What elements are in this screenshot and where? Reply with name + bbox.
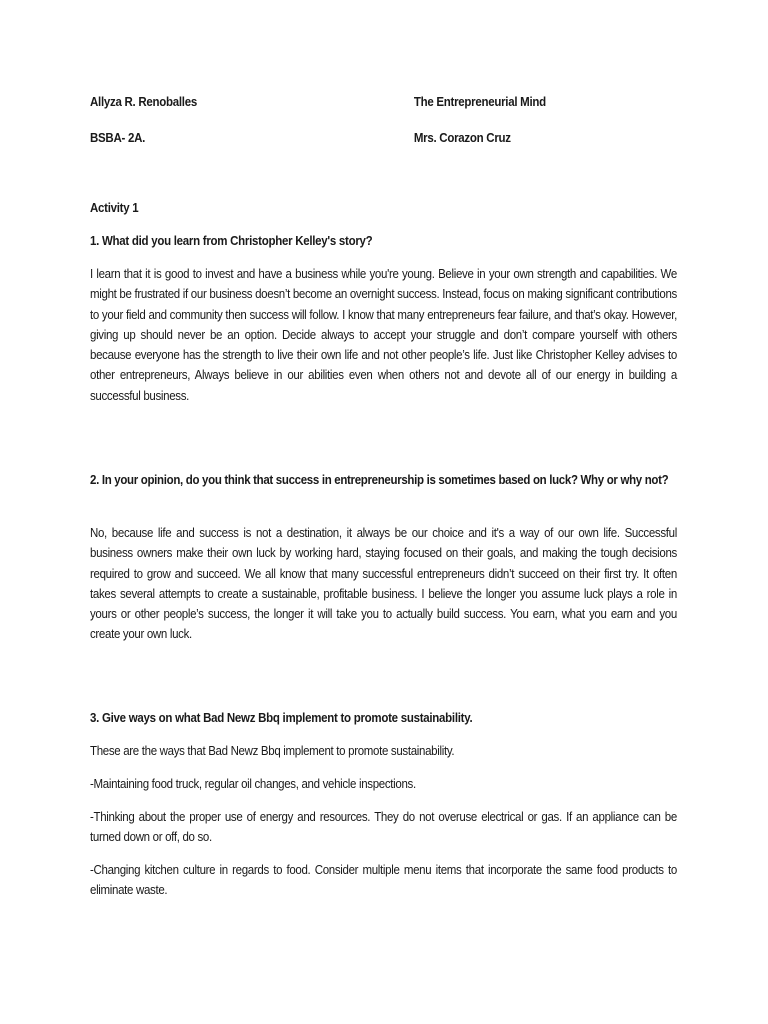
answer-3-intro-block bbox=[90, 741, 677, 761]
answer-3-item-2: -Thinking about the proper use of energy and resources. They do not overuse electrical or gas. If an appliance can be turned down or off, do so. bbox=[90, 810, 677, 845]
answer-2-paragraph: No, because life and success is not a destination, it always be our choice and it's a way of our own life. Successful business owners make their own luck by working hard, staying focused on their goals, and making the tough decisions required to grow and succeed. We all know that many successful entrepreneurs didn’t succeed on their first try. It often takes several attempts to create a sustainable, profitable business. I believe the longer you assume luck plays a role in yours or other people’s success, the longer it will take you to actually build success. You earn, what you earn and you create your own luck. bbox=[90, 526, 677, 642]
question-3-heading: 3. Give ways on what Bad Newz Bbq implement to promote sustainability. bbox=[90, 711, 473, 725]
answer-3-item-2-block bbox=[90, 807, 677, 848]
answer-3-item-1-block bbox=[90, 774, 677, 794]
question-1-heading: 1. What did you learn from Christopher Kelley's story? bbox=[90, 234, 373, 248]
answer-2-block bbox=[90, 523, 677, 645]
instructor-name: Mrs. Corazon Cruz bbox=[413, 131, 511, 145]
answer-3-item-3: -Changing kitchen culture in regards to food. Consider multiple menu items that incorporate the same food products to eliminate waste. bbox=[90, 863, 677, 898]
section-label: BSBA- 2A. bbox=[90, 131, 146, 145]
question-1-block bbox=[90, 231, 677, 251]
activity-title: Activity 1 bbox=[90, 201, 139, 215]
question-2-heading: 2. In your opinion, do you think that success in entrepreneurship is sometimes based on luck? Why or why not? bbox=[90, 473, 669, 487]
student-name: Allyza R. Renoballes bbox=[90, 95, 197, 109]
course-title: The Entrepreneurial Mind bbox=[413, 95, 546, 109]
activity-title-block bbox=[90, 198, 677, 218]
answer-3-item-1: -Maintaining food truck, regular oil changes, and vehicle inspections. bbox=[90, 777, 416, 791]
question-2-block bbox=[90, 470, 677, 490]
answer-1-paragraph: I learn that it is good to invest and have a business while you're young. Believe in your own strength and capabilities. We might be frustrated if our business doesn’t become an overnight success. Instead, focus on making significant contributions to your field and community then success will follow. I know that many entrepreneurs fear failure, and that’s okay. However, giving up should never be an option. Decide always to accept your struggle and don’t compare yourself with others because everyone has the strength to live their own life and not other people’s life. Just like Christopher Kelley advises to other entrepreneurs, Always believe in our abilities even when others not and devote all of our energy in building a successful business. bbox=[90, 267, 677, 403]
answer-1-block bbox=[90, 264, 677, 406]
answer-3-intro: These are the ways that Bad Newz Bbq implement to promote sustainability. bbox=[90, 744, 455, 758]
question-3-block bbox=[90, 708, 677, 728]
answer-3-item-3-block bbox=[90, 860, 677, 901]
